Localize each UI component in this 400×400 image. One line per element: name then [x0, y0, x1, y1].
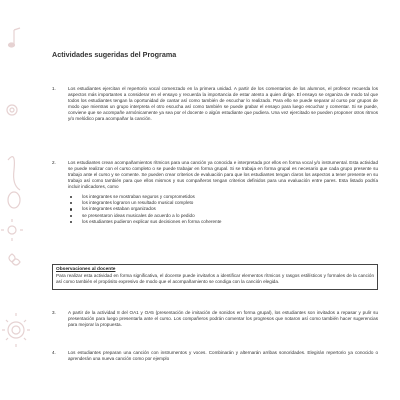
item-number: 3. [52, 310, 56, 315]
list-item: se presentaron ideas musicales de acuerdo a lo pedido [68, 213, 378, 219]
music-decoration [0, 0, 40, 400]
teacher-notes-box [52, 264, 378, 290]
music-note-icon [14, 28, 20, 44]
document-page [48, 0, 388, 400]
item-number: 2. [52, 160, 56, 165]
item-number: 1. [52, 86, 56, 91]
section-title: Actividades sugeridas del Programa [52, 50, 177, 59]
indicator-list [68, 194, 378, 225]
activity-item-4 [52, 350, 378, 362]
item-number: 4. [52, 350, 56, 355]
teacher-notes-text: Para realizar esta actividad en forma significativa, el docente puede invitarlos a identificar elementos rítmicos y rasgos estilísticos y formales de la canción así como también el propósito expresivo de modo que el acompañamiento se condiga con la canción elegida. [56, 273, 374, 284]
item-text: Los estudiantes preparan una canción con instrumentos y voces. Combinarán y alternarán arribas sonoridades. Elegirán repertorio ya conocido o aprenderán una nueva canción como por ejemplo [68, 350, 378, 361]
flower-icon-2 [9, 254, 20, 265]
list-item: los integrantes estaban organizados [68, 206, 378, 212]
activity-item-3 [52, 310, 378, 328]
teacher-notes-title: Observaciones al docente [56, 267, 116, 272]
sun-icon-2 [8, 322, 24, 338]
flower-icon [7, 105, 17, 115]
list-item: los estudiantes pudieron explicar sus decisiones en forma coherente [68, 219, 378, 225]
activity-item-2 [52, 160, 378, 225]
activity-item-1 [52, 86, 378, 122]
item-text: A partir de la actividad 8 del OA1 y OA5 (presentación de imitación de sonidos en forma grupal), los estudiantes son invitados a repasar y pulir su presentación para luego presentarla ante el curso. Los compañeros podrán comentar los progresos que notaron así como también hacer sugerencias para mejorar la propuesta. [68, 310, 378, 327]
item-text: Los estudiantes ejercitan el repertorio vocal comenzado en la primera unidad. A partir de los comentarios de los alumnos, el profesor recuerda los aspectos más importantes a considerar en el ensayo y recuerda la importancia de estar atento a quien dirige. El ensayo se organiza de modo tal que todos los estudiantes tengan la oportunidad de cantar así como también de escuchar lo realizado. Para ello se puede separar al curso por grupos de modo que mientras un grupo interpreta el otro escucha así como también se puede grabar el ensayo para luego escuchar y comentar. Si se puede, conviene que se acompañe armónicamente ya sea por el docente o algún estudiante que pudiera. Una vez ejercitado se pueden proponer otros ritmos y/o melódico para acompañar la canción. [68, 86, 378, 121]
list-item: los integrantes se mostraban seguros y comprometidos [68, 194, 378, 200]
sun-icon [1, 219, 23, 241]
list-item: los integrantes lograron un resultado musical completo [68, 200, 378, 206]
guitar-icon [8, 157, 20, 190]
item-text: Los estudiantes crean acompañamientos rítmicos para una canción ya conocida e interpretada por ellos en forma vocal y/o instrumental. Esta actividad se puede realizar con el curso completo o se puede trabajar en forma grupal. Si se trabaja en forma grupal es necesario que cada grupo presente su trabajo ante el curso y se comente. Se pueden crear criterios de evaluación para que los estudiantes tengan claros los aspectos a tener presente en su trabajo así como también para que ellos mismos y sus compañeros tengan criterios definidos para una evaluación entre pares. Esta listado podría incluir indicadores, como [68, 160, 378, 189]
